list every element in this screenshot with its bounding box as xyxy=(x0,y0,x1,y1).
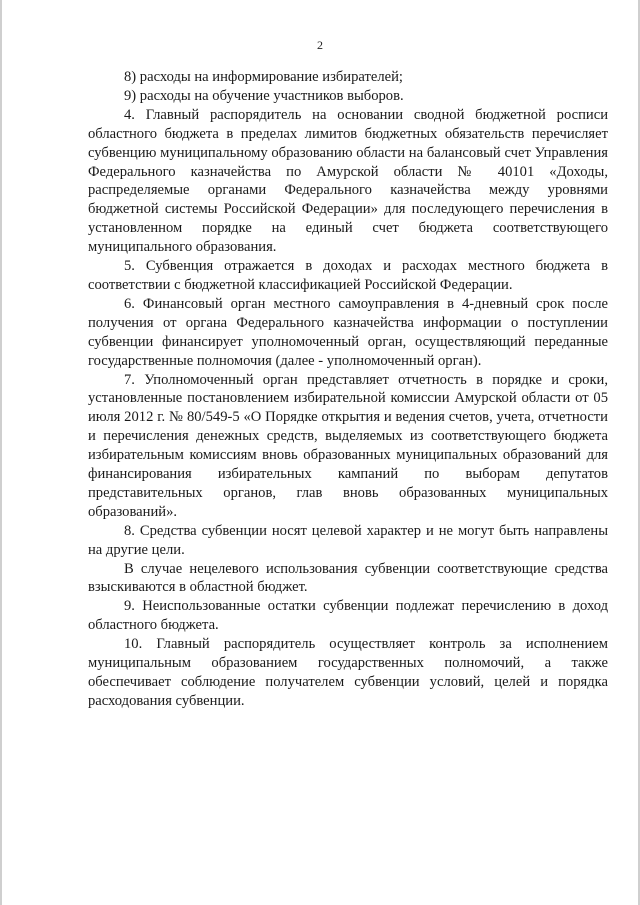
paragraph-7-reporting: 7. Уполномоченный орган представляет отчетность в порядке и сроки, установленные постановлением избирательной комиссии Амурской области от 05 июля 2012 г. № 80/549-5 «О Порядке открытия и ведения счетов, учета, отчетности и перечисления денежных средств, выделяемых из соответствующего бюджета избирательным комиссиям вновь образованных муниципальных образований для финансирования избирательных кампаний по выборам депутатов представительных органов, глав вновь образованных муниципальных образований». xyxy=(88,371,608,520)
paragraph-expense-training: 9) расходы на обучение участников выборов. xyxy=(124,87,404,104)
document-body xyxy=(88,68,608,711)
scan-edge-left xyxy=(0,0,2,905)
paragraph-expense-informing: 8) расходы на информирование избирателей; xyxy=(124,69,403,85)
paragraph-6-financial-body: 6. Финансовый орган местного самоуправления в 4-дневный срок после получения от органа Федерального казначейства информации о поступлении субвенции финансирует уполномоченный орган, осуществляющий переданные государственные полномочия (далее - уполномоченный орган). xyxy=(88,295,608,369)
page-number: 2 xyxy=(317,38,323,52)
paragraph-5-reflection: 5. Субвенция отражается в доходах и расходах местного бюджета в соответствии с бюджетной классификацией Российской Федерации. xyxy=(88,258,608,293)
paragraph-9-unused-balance: 9. Неиспользованные остатки субвенции подлежат перечислению в доход областного бюджета. xyxy=(88,598,608,634)
paragraph-4-transfer: 4. Главный распорядитель на основании сводной бюджетной росписи областного бюджета в пределах лимитов бюджетных обязательств перечисляет субвенцию муниципальному образованию области на балансовый счет Управления Федерального казначейства по Амурской области № 40101 «Доходы, распределяемые органами Федерального казначейства между уровнями бюджетной системы Российской Федерации» для последующего перечисления в установленном порядке на единый счет бюджета соответствующего муниципального образования. xyxy=(88,106,608,256)
paragraph-misuse: В случае нецелевого использования субвенции соответствующие средства взыскиваются в областной бюджет. xyxy=(88,560,608,596)
paragraph-8-purpose: 8. Средства субвенции носят целевой характер и не могут быть направлены на другие цели. xyxy=(88,522,608,558)
paragraph-10-control: 10. Главный распорядитель осуществляет контроль за исполнением муниципальным образованием государственных полномочий, а также обеспечивает соблюдение получателем субвенции условий, целей и порядка расходования субвенции. xyxy=(88,636,608,709)
